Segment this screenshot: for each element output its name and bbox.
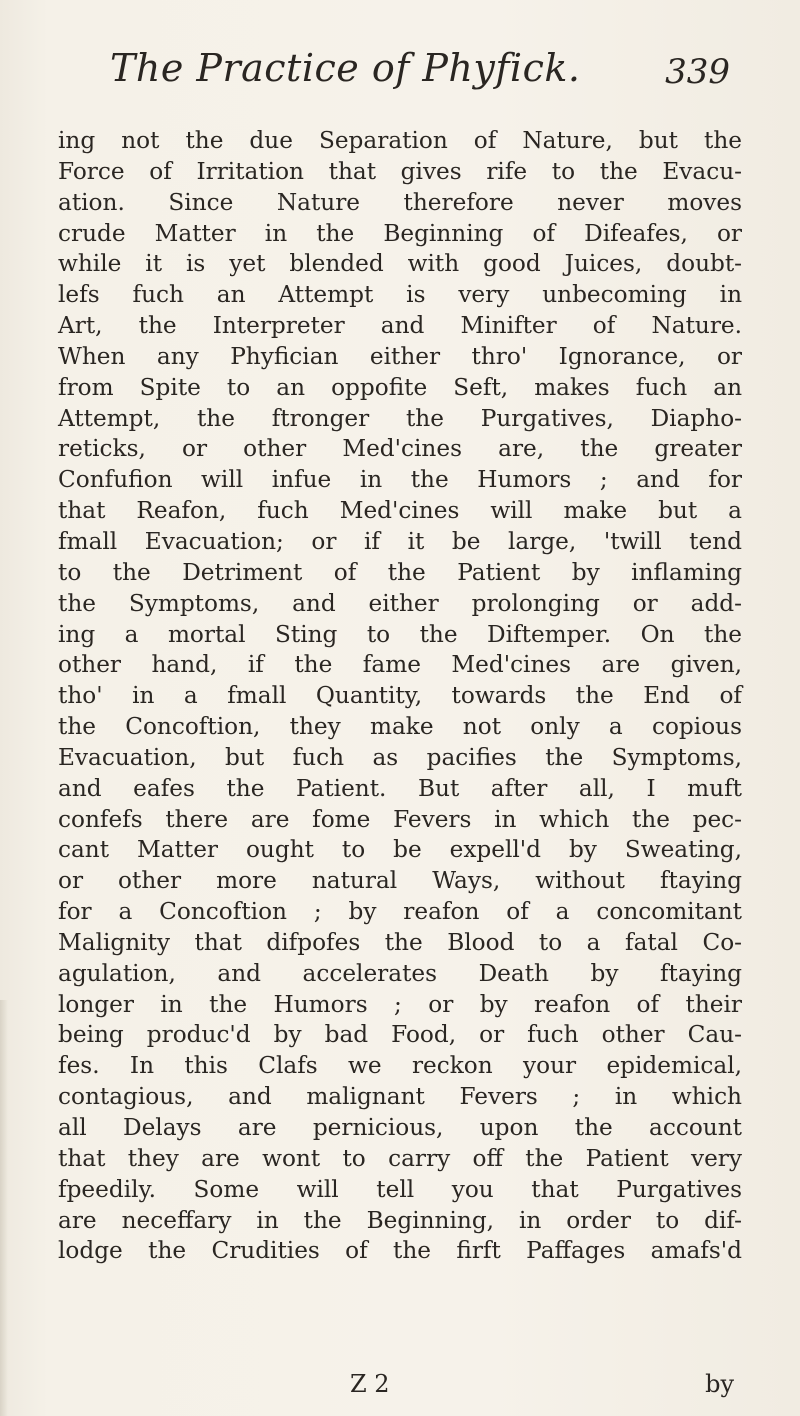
text-line: ation. Since Nature therefore never moves	[58, 188, 742, 216]
text-line: cant Matter ought to be expell'd by Sweating,	[58, 836, 742, 864]
page-header	[110, 40, 730, 100]
page-number: 339	[665, 52, 730, 92]
text-line: Confufion will infue in the Humors ; and for	[58, 466, 742, 494]
text-line: that they are wont to carry off the Patient very	[58, 1144, 742, 1172]
text-line: ing a mortal Sting to the Diftemper. On the	[58, 620, 742, 648]
text-line: the Concoftion, they make not only a copious	[58, 713, 742, 741]
text-line: fes. In this Clafs we reckon your epidemical,	[58, 1052, 742, 1080]
body-text	[58, 126, 742, 1267]
text-line: crude Matter in the Beginning of Difeafes, or	[58, 219, 742, 247]
text-line: ing not the due Separation of Nature, but the	[58, 127, 742, 154]
text-line: confefs there are fome Fevers in which the pec-	[58, 805, 742, 833]
catchword: by	[705, 1370, 734, 1398]
text-line: all Delays are pernicious, upon the account	[58, 1114, 742, 1141]
text-line: fmall Evacuation; or if it be large, 'twill tend	[58, 527, 742, 555]
text-line: or other more natural Ways, without ftaying	[58, 867, 742, 895]
text-line: from Spite to an oppofite Seft, makes fuch an	[58, 373, 742, 401]
running-title: The Practice of Phyfick.	[110, 46, 581, 90]
text-line: Malignity that difpofes the Blood to a fatal Co-	[58, 928, 742, 956]
text-line: contagious, and malignant Fevers ; in which	[58, 1083, 742, 1111]
text-line: being produc'd by bad Food, or fuch other Cau-	[58, 1021, 742, 1049]
text-line: When any Phyfician either thro' Ignorance, or	[58, 342, 742, 370]
text-line: agulation, and accelerates Death by ftaying	[58, 959, 742, 987]
text-line: Evacuation, but fuch as pacifies the Symptoms,	[58, 743, 742, 771]
text-line: for a Concoftion ; by reafon of a concomitant	[58, 898, 742, 926]
text-line: Attempt, the ftronger the Purgatives, Diapho-	[58, 404, 742, 432]
text-line: reticks, or other Med'cines are, the greater	[58, 435, 742, 463]
text-line: to the Detriment of the Patient by inflaming	[58, 558, 742, 586]
text-line: and eafes the Patient. But after all, I muft	[58, 774, 742, 802]
text-line: are neceffary in the Beginning, in order to dif-	[58, 1206, 742, 1234]
text-line: the Symptoms, and either prolonging or add-	[58, 589, 742, 617]
text-line: Force of Irritation that gives rife to the Evacu-	[58, 157, 742, 185]
signature-mark: Z 2	[350, 1370, 390, 1398]
text-line: lefs fuch an Attempt is very unbecoming in	[58, 281, 742, 309]
page-footer	[58, 1370, 742, 1402]
text-line: longer in the Humors ; or by reafon of their	[58, 990, 742, 1018]
text-line: fpeedily. Some will tell you that Purgatives	[58, 1175, 742, 1203]
text-line: Art, the Interpreter and Minifter of Nature.	[58, 312, 742, 340]
text-line: tho' in a fmall Quantity, towards the End of	[58, 682, 742, 710]
text-line: while it is yet blended with good Juices, doubt-	[58, 250, 742, 278]
text-line: other hand, if the fame Med'cines are given,	[58, 651, 742, 679]
page-edge-shadow	[0, 1000, 8, 1416]
text-line: lodge the Crudities of the firft Paffages amafs'd	[58, 1237, 742, 1265]
text-line: that Reafon, fuch Med'cines will make but a	[58, 497, 742, 525]
